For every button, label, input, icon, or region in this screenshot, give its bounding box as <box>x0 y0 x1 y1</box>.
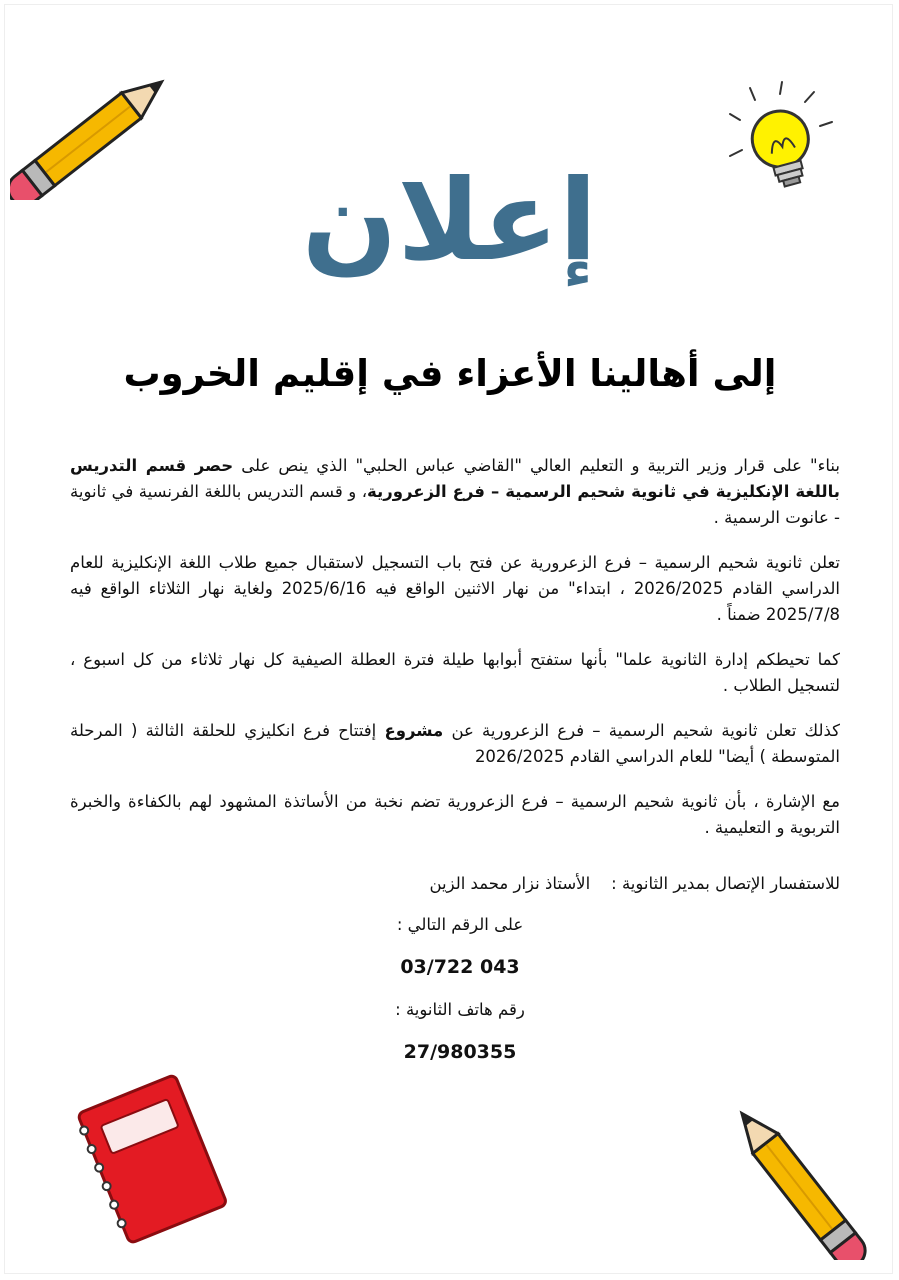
notebook-icon <box>55 1070 245 1250</box>
bold-text: مشروع <box>384 721 444 740</box>
paragraph-summer-hours: كما تحيطكم إدارة الثانوية علما" بأنها ستفتح أبوابها طيلة فترة العطلة الصيفية كل نهار ثلاثاء من كل اسبوع ، لتسجيل الطلاب . <box>70 650 840 695</box>
announcement-title: إعلان <box>301 156 598 286</box>
number-label: على الرقم التالي : <box>396 915 524 934</box>
school-phone-label: رقم هاتف الثانوية : <box>395 1000 525 1019</box>
paragraph-decision: بناء" على قرار وزير التربية و التعليم العالي "القاضي عباس الحلبي" الذي ينص على حصر قسم التدريس باللغة الإنكليزية في ثانوية شحيم الرسمية – فرع الزعرورية، و قسم التدريس باللغة الفرنسية في ثانوية - عانوت الرسمية . <box>70 456 840 527</box>
director-name: الأستاذ نزار محمد الزين <box>429 874 591 893</box>
director-phone: 03/722 043 <box>400 956 520 978</box>
paragraph-registration: تعلن ثانوية شحيم الرسمية – فرع الزعرورية عن فتح باب التسجيل لاستقبال جميع طلاب اللغة الإنكليزية للعام الدراسي القادم 2026/2025 ، ابتداء" من نهار الاثنين الواقع فيه 2025/6/16 ولغاية نهار الثلاثاء الواقع فيه 2025/7/8 ضمناً . <box>70 553 840 624</box>
pencil-icon <box>700 1090 880 1260</box>
announcement-subtitle: إلى أهالينا الأعزاء في إقليم الخروب <box>123 352 777 395</box>
inquiry-label: للاستفسار الإتصال بمدير الثانوية : <box>611 874 840 893</box>
bold-text: حصر قسم التدريس باللغة الإنكليزية في ثانوية شحيم الرسمية – فرع الزعرورية <box>70 456 840 501</box>
school-phone: 27/980355 <box>403 1041 517 1063</box>
announcement-body <box>70 453 840 860</box>
contact-line <box>370 871 840 897</box>
paragraph-new-branch: كذلك تعلن ثانوية شحيم الرسمية – فرع الزعرورية عن مشروع إفتتاح فرع انكليزي للحلقة الثالثة ( المرحلة المتوسطة ) أيضا" للعام الدراسي القادم 2026/2025 <box>70 721 840 766</box>
paragraph-staff: مع الإشارة ، بأن ثانوية شحيم الرسمية – فرع الزعرورية تضم نخبة من الأساتذة المشهود لهم بالكفاءة والخبرة التربوية و التعليمية . <box>70 792 840 837</box>
